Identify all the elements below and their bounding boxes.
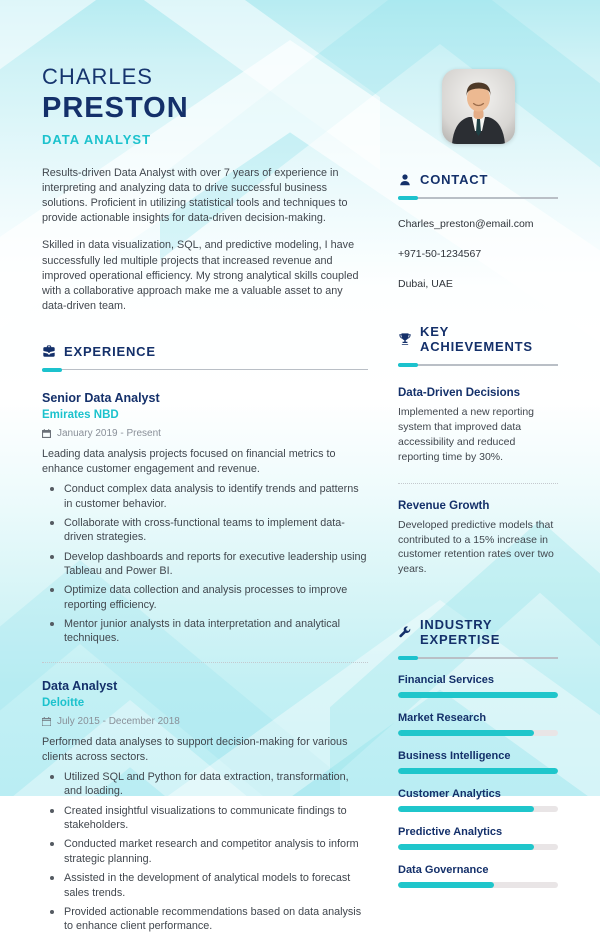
job-bullet: Provided actionable recommendations based on data analysis to enhance client performance. xyxy=(42,905,368,934)
briefcase-icon xyxy=(42,344,56,358)
skill-item xyxy=(398,674,558,698)
job-bullet-list xyxy=(42,770,368,934)
skill-item xyxy=(398,712,558,736)
calendar-icon xyxy=(42,429,51,438)
skill-item xyxy=(398,788,558,812)
skill-bar-track xyxy=(398,844,558,850)
job-bullet: Created insightful visualizations to communicate findings to stakeholders. xyxy=(42,804,368,833)
summary-paragraph: Skilled in data visualization, SQL, and predictive modeling, I have successfully led multiple projects that increased revenue and improved operational efficiency. My strong analytical skills coupled with a collaborative approach make me a valuable asset to any data-driven team. xyxy=(42,239,359,312)
resume-header xyxy=(0,0,600,150)
industry-expertise-section xyxy=(398,617,558,888)
skill-label: Data Governance xyxy=(398,864,489,877)
experience-section-header xyxy=(42,344,368,359)
job-dates: July 2015 - December 2018 xyxy=(57,715,180,727)
achievements-section-title: KEY ACHIEVEMENTS xyxy=(420,324,533,354)
key-achievements-section xyxy=(398,324,558,577)
skill-bar-fill xyxy=(398,882,494,888)
job-bullet: Utilized SQL and Python for data extraction, transformation, and loading. xyxy=(42,770,368,799)
contact-phone: +971-50-1234567 xyxy=(398,248,482,260)
skill-bar-fill xyxy=(398,730,534,736)
contact-email: Charles_preston@email.com xyxy=(398,218,534,230)
skill-item xyxy=(398,826,558,850)
person-icon xyxy=(398,173,412,187)
job-intro: Performed data analyses to support decision-making for various clients across sectors. xyxy=(42,735,348,763)
job-bullet: Collaborate with cross-functional teams to implement data-driven strategies. xyxy=(42,516,368,545)
achievement-title: Data-Driven Decisions xyxy=(398,387,521,399)
skill-bar-fill xyxy=(398,692,558,698)
skill-bar-track xyxy=(398,730,558,736)
section-divider xyxy=(398,196,558,200)
job-bullet: Optimize data collection and analysis processes to improve reporting efficiency. xyxy=(42,583,368,612)
achievement-item xyxy=(398,387,558,465)
section-divider xyxy=(398,656,558,660)
job-company: Emirates NBD xyxy=(42,408,119,421)
skill-bar-track xyxy=(398,692,558,698)
section-divider xyxy=(398,363,558,367)
job-bullet: Conducted market research and competitor analysis to inform strategic planning. xyxy=(42,837,368,866)
job-bullet: Mentor junior analysts in data interpretation and analytical techniques. xyxy=(42,617,368,646)
job-bullet: Assisted in the development of analytical models to forecast sales trends. xyxy=(42,871,368,900)
headline-job-title: DATA ANALYST xyxy=(42,132,152,147)
skill-label: Customer Analytics xyxy=(398,788,501,801)
experience-entry xyxy=(42,662,368,934)
job-bullet: Develop dashboards and reports for executive leadership using Tableau and Power BI. xyxy=(42,550,368,579)
skill-bar-fill xyxy=(398,844,534,850)
achievement-item xyxy=(398,483,558,578)
achievements-section-header xyxy=(398,324,558,354)
skill-label: Market Research xyxy=(398,712,487,725)
experience-section xyxy=(42,344,368,934)
contact-location: Dubai, UAE xyxy=(398,278,453,290)
contact-section-header xyxy=(398,172,558,187)
skill-bar-track xyxy=(398,882,558,888)
calendar-icon xyxy=(42,717,51,726)
skill-item xyxy=(398,750,558,774)
experience-entry xyxy=(42,391,368,646)
skill-label: Financial Services xyxy=(398,674,494,687)
expertise-section-header xyxy=(398,617,558,647)
skill-label: Business Intelligence xyxy=(398,750,511,763)
job-date-row xyxy=(42,716,368,727)
right-column xyxy=(398,150,558,934)
first-name: CHARLES xyxy=(42,64,153,89)
wrench-icon xyxy=(398,625,412,639)
job-date-row xyxy=(42,428,368,439)
left-column xyxy=(42,150,368,934)
skill-bar-track xyxy=(398,768,558,774)
expertise-section-title: INDUSTRY EXPERTISE xyxy=(420,617,501,648)
experience-section-title: EXPERIENCE xyxy=(64,343,156,359)
profile-photo xyxy=(442,69,515,144)
job-intro: Leading data analysis projects focused on financial metrics to enhance customer engagement and revenue. xyxy=(42,447,336,476)
contact-section-title: CONTACT xyxy=(420,172,489,187)
achievement-description: Implemented a new reporting system that improved data accessibility and reduced reporting time by 30%. xyxy=(398,406,534,463)
job-bullet: Conduct complex data analysis to identify trends and patterns in customer behavior. xyxy=(42,482,368,511)
skill-label: Predictive Analytics xyxy=(398,826,503,839)
skill-bar-fill xyxy=(398,768,558,774)
last-name: PRESTON xyxy=(42,92,189,124)
summary xyxy=(42,166,368,314)
achievement-description: Developed predictive models that contributed to a 15% increase in customer retention rates over two years. xyxy=(398,518,554,576)
job-company: Deloitte xyxy=(42,696,85,709)
summary-paragraph: Results-driven Data Analyst with over 7 years of experience in interpreting and analyzing data to drive successful business solutions. Proficient in utilizing statistical tools and techniques to provide actionable insights for data-driven decision-making. xyxy=(42,167,348,225)
section-divider xyxy=(42,368,368,372)
job-bullet-list xyxy=(42,482,368,646)
job-role: Senior Data Analyst xyxy=(42,390,160,405)
job-dates: January 2019 - Present xyxy=(57,427,161,439)
job-role: Data Analyst xyxy=(42,678,118,693)
trophy-icon xyxy=(398,332,412,346)
skill-bar-fill xyxy=(398,806,534,812)
achievement-title: Revenue Growth xyxy=(398,499,490,512)
skill-item xyxy=(398,864,558,888)
contact-section xyxy=(398,172,558,290)
skill-bar-track xyxy=(398,806,558,812)
